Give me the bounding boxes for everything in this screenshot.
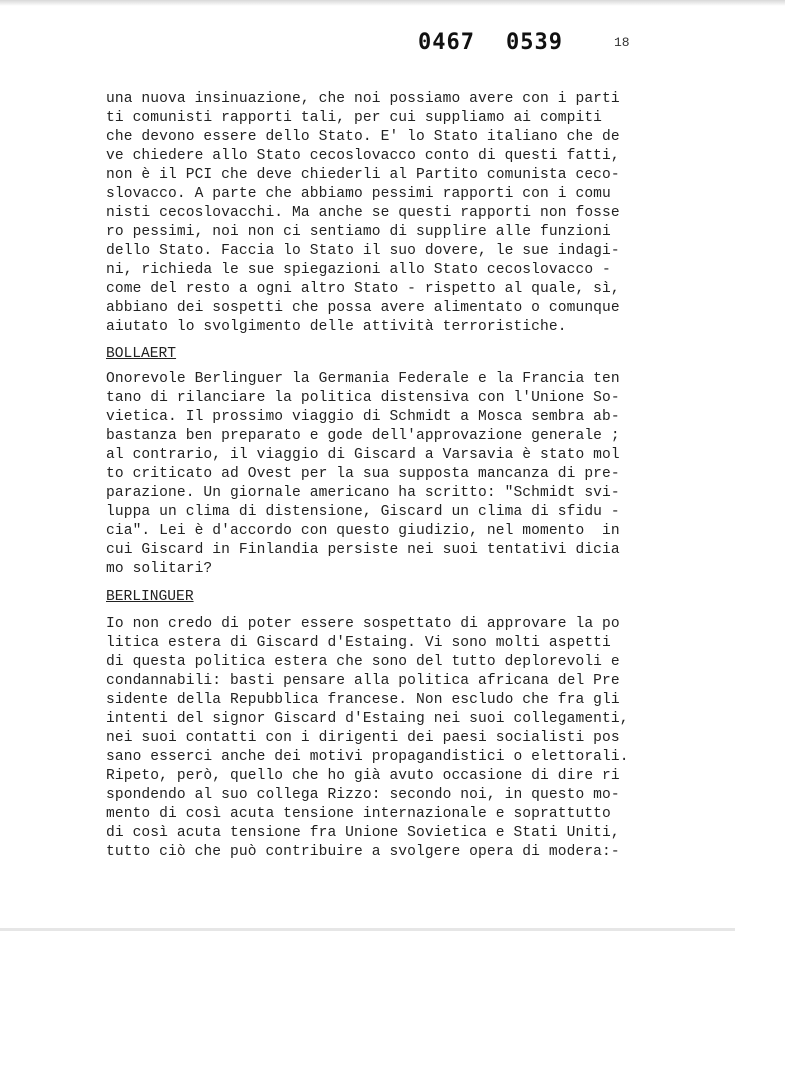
text-line: tutto ciò che può contribuire a svolgere opera di modera:- bbox=[106, 844, 620, 860]
text-line: sidente della Repubblica francese. Non escludo che fra gli bbox=[106, 692, 620, 708]
text-line: di questa politica estera che sono del tutto deplorevoli e bbox=[106, 654, 620, 670]
text-line: abbiano dei sospetti che possa avere alimentato o comunque bbox=[106, 300, 620, 316]
text-line: una nuova insinuazione, che noi possiamo avere con i parti bbox=[106, 91, 620, 107]
paragraph-2 bbox=[106, 370, 646, 579]
document-number-2: 0539 bbox=[506, 30, 563, 55]
text-line: non è il PCI che deve chiederli al Partito comunista ceco- bbox=[106, 167, 620, 183]
text-line: luppa un clima di distensione, Giscard un clima di sfidu - bbox=[106, 504, 620, 520]
text-line: sano esserci anche dei motivi propagandistici o elettorali. bbox=[106, 749, 629, 765]
text-line: aiutato lo svolgimento delle attività terroristiche. bbox=[106, 319, 567, 335]
speaker-heading-bollaert: BOLLAERT bbox=[106, 346, 177, 362]
text-line: come del resto a ogni altro Stato - rispetto al quale, sì, bbox=[106, 281, 620, 297]
text-line: nei suoi contatti con i dirigenti dei paesi socialisti pos bbox=[106, 730, 620, 746]
scan-edge-bottom bbox=[0, 928, 735, 931]
text-line: che devono essere dello Stato. E' lo Stato italiano che de bbox=[106, 129, 620, 145]
text-line: litica estera di Giscard d'Estaing. Vi sono molti aspetti bbox=[106, 635, 611, 651]
text-line: ti comunisti rapporti tali, per cui suppliamo ai compiti bbox=[106, 110, 603, 126]
document-number-1: 0467 bbox=[418, 30, 475, 55]
text-line: intenti del signor Giscard d'Estaing nei suoi collegamenti, bbox=[106, 711, 629, 727]
text-line: parazione. Un giornale americano ha scritto: "Schmidt svi- bbox=[106, 485, 620, 501]
text-line: al contrario, il viaggio di Giscard a Varsavia è stato mol bbox=[106, 447, 620, 463]
text-line: to criticato ad Ovest per la sua supposta mancanza di pre- bbox=[106, 466, 620, 482]
text-line: Ripeto, però, quello che ho già avuto occasione di dire ri bbox=[106, 768, 620, 784]
page-header bbox=[0, 30, 785, 60]
text-line: nisti cecoslovacchi. Ma anche se questi rapporti non fosse bbox=[106, 205, 620, 221]
paragraph-3 bbox=[106, 615, 646, 862]
text-line: mento di così acuta tensione internazionale e soprattutto bbox=[106, 806, 611, 822]
text-line: spondendo al suo collega Rizzo: secondo noi, in questo mo- bbox=[106, 787, 620, 803]
paragraph-1 bbox=[106, 90, 646, 337]
text-line: ro pessimi, noi non ci sentiamo di supplire alle funzioni bbox=[106, 224, 611, 240]
speaker-heading-berlinguer: BERLINGUER bbox=[106, 589, 194, 605]
text-line: vietica. Il prossimo viaggio di Schmidt a Mosca sembra ab- bbox=[106, 409, 620, 425]
text-line: Io non credo di poter essere sospettato di approvare la po bbox=[106, 616, 620, 632]
text-line: ve chiedere allo Stato cecoslovacco conto di questi fatti, bbox=[106, 148, 620, 164]
text-line: cui Giscard in Finlandia persiste nei suoi tentativi dicia bbox=[106, 542, 620, 558]
text-line: mo solitari? bbox=[106, 561, 213, 577]
text-line: dello Stato. Faccia lo Stato il suo dovere, le sue indagi- bbox=[106, 243, 620, 259]
text-line: bastanza ben preparato e gode dell'approvazione generale ; bbox=[106, 428, 620, 444]
text-line: slovacco. A parte che abbiamo pessimi rapporti con i comu bbox=[106, 186, 611, 202]
text-line: ni, richieda le sue spiegazioni allo Stato cecoslovacco - bbox=[106, 262, 611, 278]
scan-edge-top bbox=[0, 0, 785, 6]
text-line: Onorevole Berlinguer la Germania Federale e la Francia ten bbox=[106, 371, 620, 387]
text-line: cia". Lei è d'accordo con questo giudizio, nel momento in bbox=[106, 523, 620, 539]
text-line: tano di rilanciare la politica distensiva con l'Unione So- bbox=[106, 390, 620, 406]
text-line: di così acuta tensione fra Unione Sovietica e Stati Uniti, bbox=[106, 825, 620, 841]
text-line: condannabili: basti pensare alla politica africana del Pre bbox=[106, 673, 620, 689]
page-number: 18 bbox=[614, 35, 630, 50]
